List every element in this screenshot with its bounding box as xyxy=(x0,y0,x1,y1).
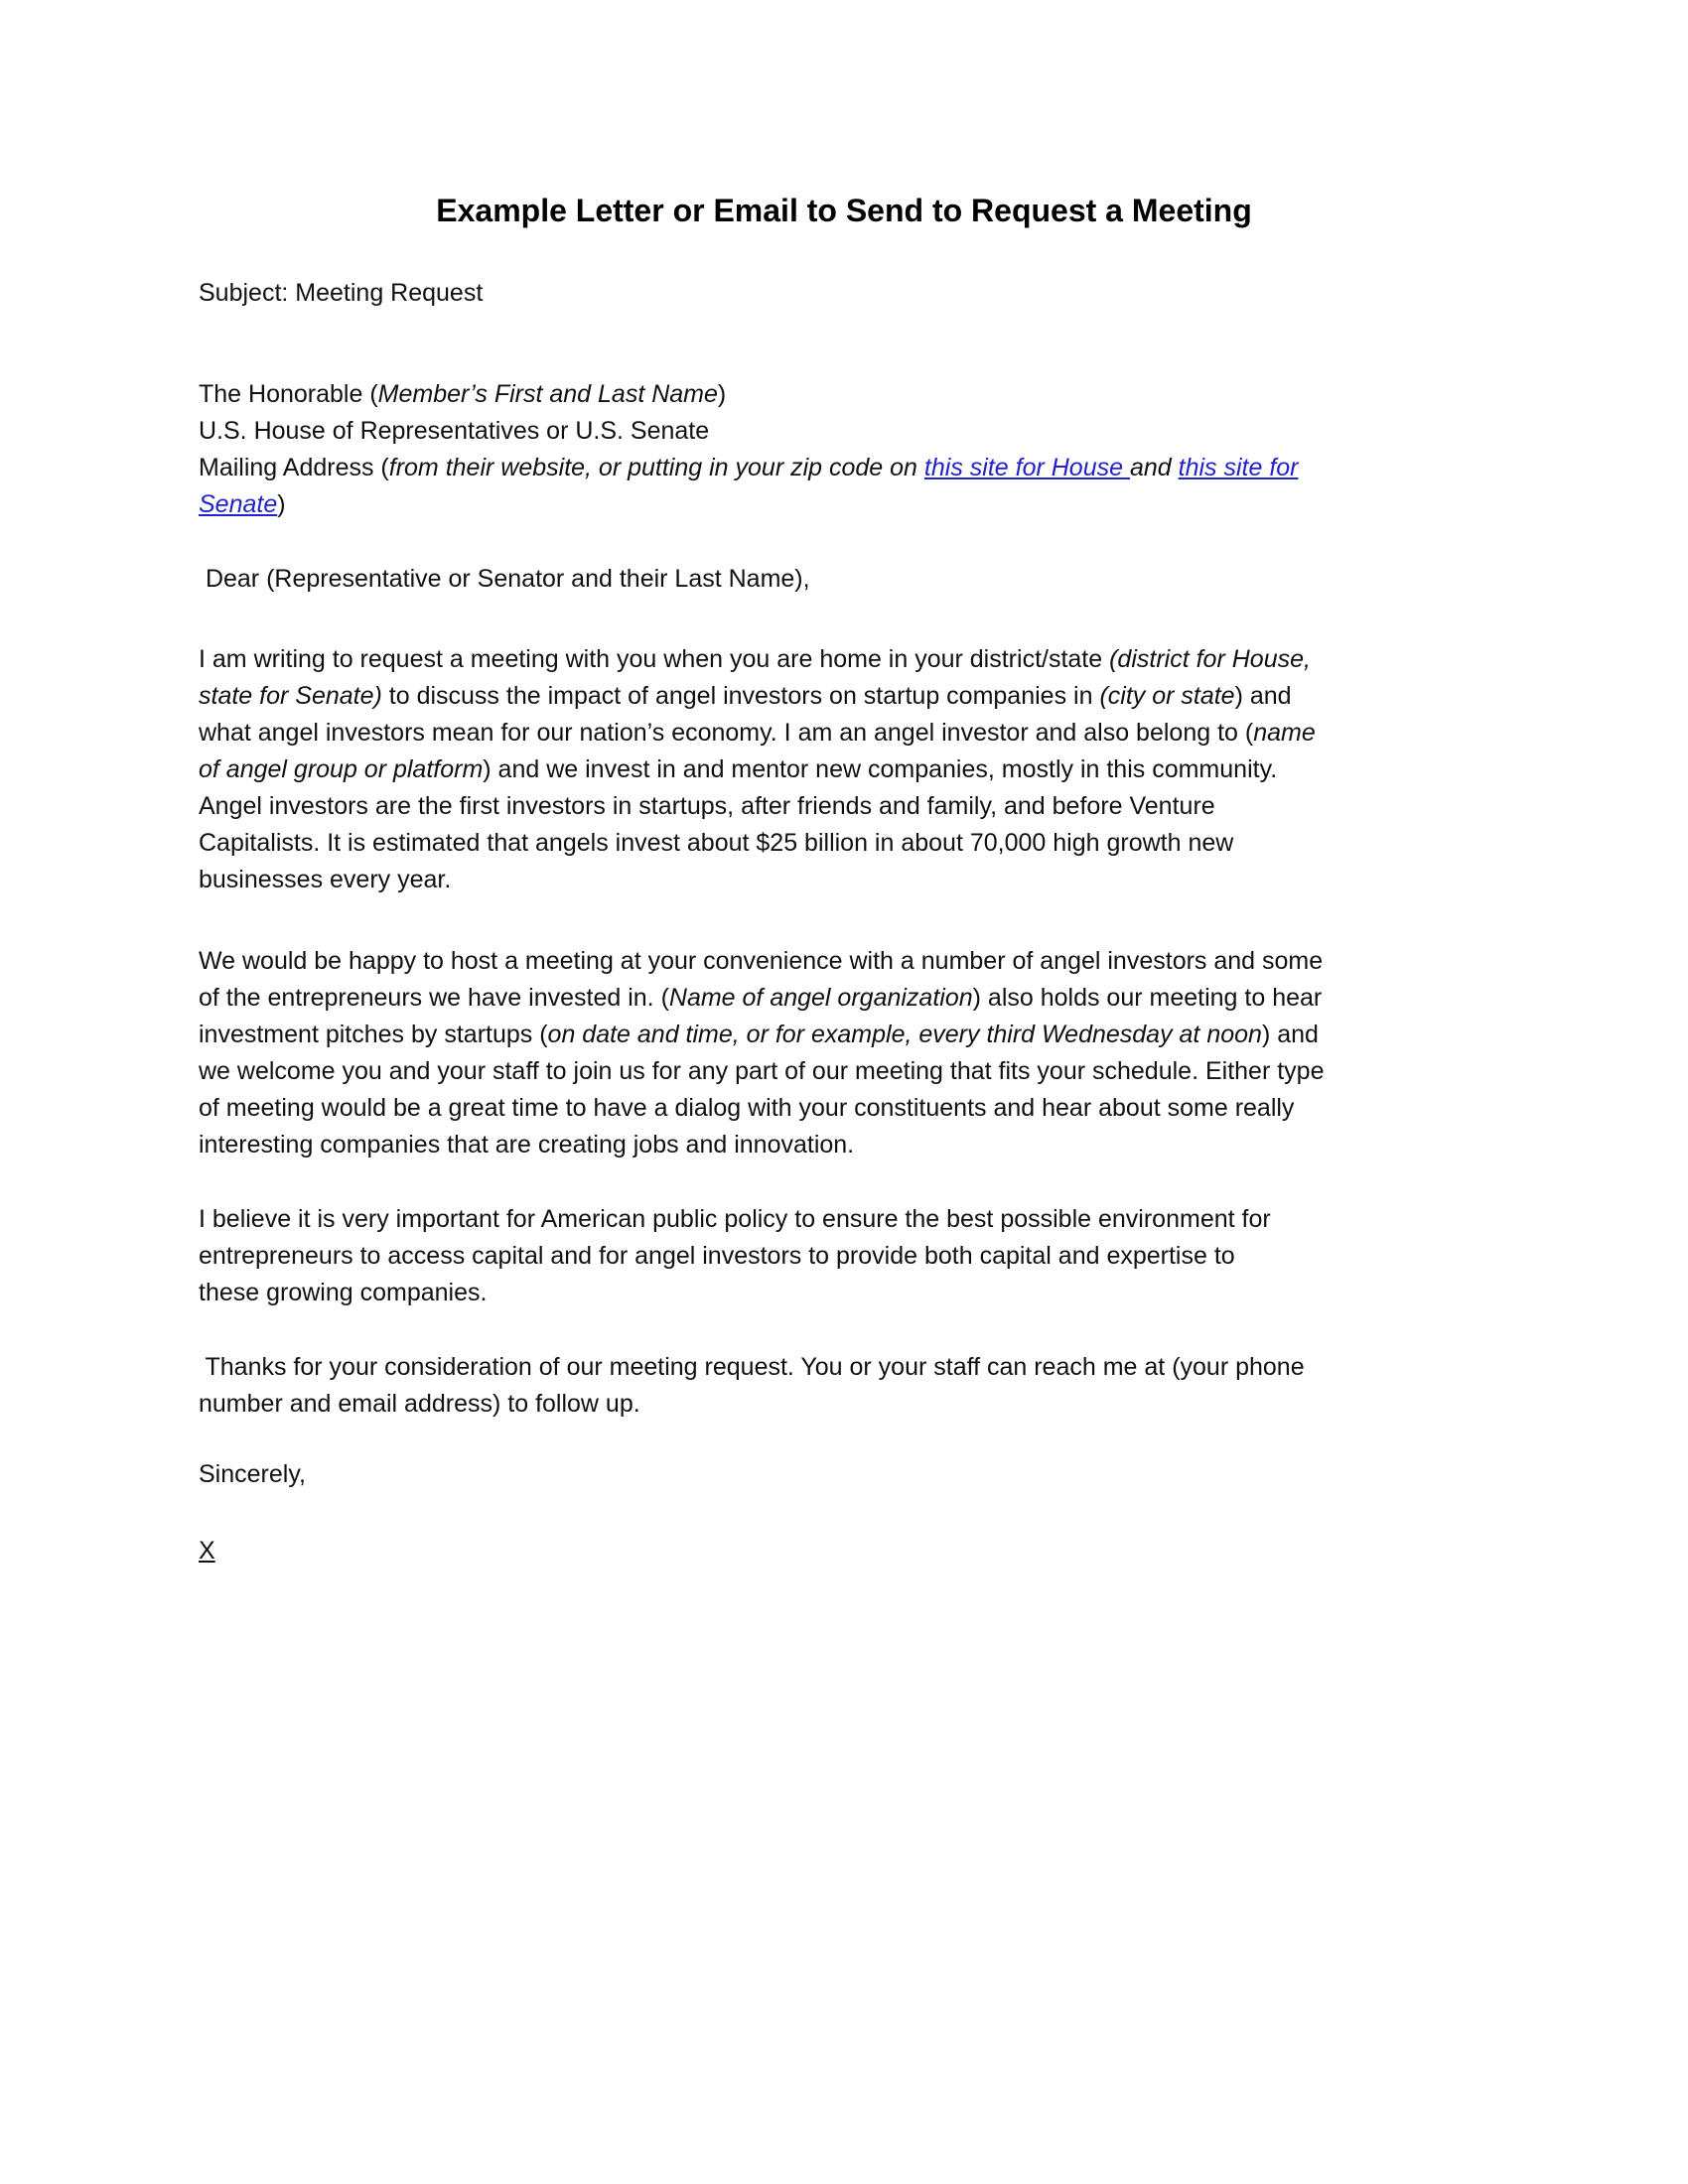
salutation-line: Dear (Representative or Senator and their Last Name), xyxy=(199,565,810,593)
text-line xyxy=(199,486,1489,523)
text-line xyxy=(199,1127,1489,1163)
text-line xyxy=(199,943,1489,980)
text-line xyxy=(199,862,1489,898)
text-line xyxy=(199,1090,1489,1127)
text-line xyxy=(199,1275,1489,1311)
paragraph-public-policy xyxy=(199,1201,1489,1311)
letter-title: Example Letter or Email to Send to Request a Meeting xyxy=(436,193,1252,228)
text-line xyxy=(199,825,1489,862)
text-run: these growing companies. xyxy=(199,1279,488,1306)
text-run: We would be happy to host a meeting at your convenience with a number of angel investors and some xyxy=(199,947,1324,975)
text-run: of the entrepreneurs we have invested in. ( xyxy=(199,984,669,1012)
signature-x: X xyxy=(199,1537,215,1565)
subject-line: Subject: Meeting Request xyxy=(199,279,484,307)
text-run: interesting companies that are creating jobs and innovation. xyxy=(199,1131,855,1159)
text-run: from their website, or putting in your zip code on xyxy=(388,454,924,481)
text-run: of meeting would be a great time to have a dialog with your constituents and hear about some really xyxy=(199,1094,1295,1122)
text-run: state for Senate) xyxy=(199,682,382,710)
address-block xyxy=(199,376,1489,523)
text-line xyxy=(199,641,1489,678)
text-line xyxy=(199,980,1489,1017)
text-run: Capitalists. It is estimated that angels invest about $25 billion in about 70,000 high growth new xyxy=(199,829,1234,857)
text-line xyxy=(199,413,1489,450)
paragraph-request-meeting xyxy=(199,641,1489,898)
text-run: number and email address) to follow up. xyxy=(199,1390,640,1418)
text-run: U.S. House of Representatives or U.S. Senate xyxy=(199,417,710,445)
text-run: name xyxy=(1253,719,1316,747)
text-run: I am writing to request a meeting with you when you are home in your district/state xyxy=(199,645,1110,673)
link-this-site-for-senate-continued[interactable]: Senate xyxy=(199,490,278,518)
text-run: entrepreneurs to access capital and for angel investors to provide both capital and expertise to xyxy=(199,1242,1235,1270)
text-line xyxy=(199,450,1489,486)
text-line xyxy=(199,1349,1489,1386)
text-run: ) and xyxy=(1261,1021,1319,1048)
text-run: of angel group or platform xyxy=(199,755,484,783)
text-run: ) xyxy=(277,490,286,518)
text-line xyxy=(199,376,1489,413)
text-run: what angel investors mean for our nation’s economy. I am an angel investor and also belong to ( xyxy=(199,719,1254,747)
text-run: Angel investors are the first investors in startups, after friends and family, and before Venture xyxy=(199,792,1215,820)
text-line xyxy=(199,1238,1489,1275)
text-run: and xyxy=(1129,454,1179,481)
paragraph-host-meeting xyxy=(199,943,1489,1163)
text-run: The Honorable ( xyxy=(199,380,378,408)
closing-line: Sincerely, xyxy=(199,1460,306,1488)
text-run: businesses every year. xyxy=(199,866,452,893)
text-run: ) and xyxy=(1234,682,1292,710)
text-line xyxy=(199,1017,1489,1053)
text-line xyxy=(199,751,1489,788)
link-this-site-for-house[interactable]: this site for House xyxy=(923,454,1130,481)
text-line xyxy=(199,1201,1489,1238)
text-run: I believe it is very important for American public policy to ensure the best possible environment for xyxy=(199,1205,1271,1233)
text-run: on date and time, or for example, every third Wednesday at noon xyxy=(547,1021,1262,1048)
text-run: Member’s First and Last Name xyxy=(377,380,718,408)
paragraph-thanks xyxy=(199,1349,1489,1423)
text-run: Name of angel organization xyxy=(668,984,973,1012)
text-line xyxy=(199,788,1489,825)
text-run: (city or state xyxy=(1099,682,1235,710)
text-run: (district for House, xyxy=(1109,645,1311,673)
text-run: Mailing Address ( xyxy=(199,454,389,481)
text-run: Thanks for your consideration of our meeting request. You or your staff can reach me at (your phone xyxy=(199,1353,1305,1381)
text-line xyxy=(199,715,1489,751)
link-this-site-for-senate[interactable]: this site for xyxy=(1178,454,1299,481)
text-line xyxy=(199,678,1489,715)
text-run: we welcome you and your staff to join us for any part of our meeting that fits your schedule. Either type xyxy=(199,1057,1325,1085)
text-run: investment pitches by startups ( xyxy=(199,1021,548,1048)
text-run: ) also holds our meeting to hear xyxy=(972,984,1323,1012)
text-run: to discuss the impact of angel investors on startup companies in xyxy=(381,682,1100,710)
text-run: ) and we invest in and mentor new companies, mostly in this community. xyxy=(483,755,1278,783)
text-line xyxy=(199,1053,1489,1090)
text-run: ) xyxy=(717,380,727,408)
text-line xyxy=(199,1386,1489,1423)
